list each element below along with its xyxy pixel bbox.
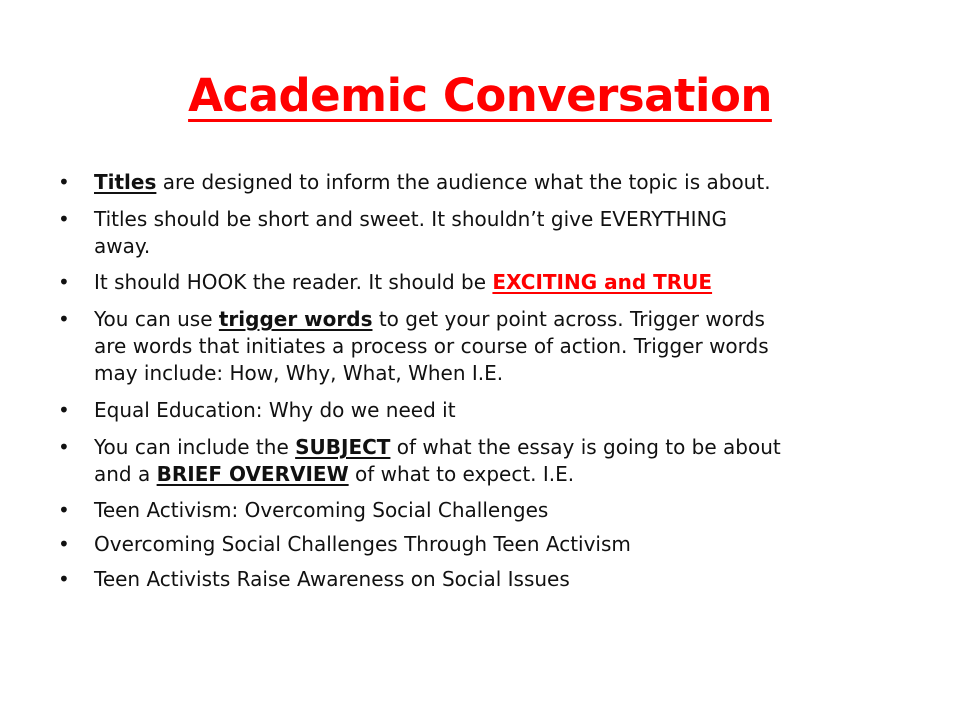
bullet-glyph: •: [58, 170, 70, 194]
bullet-text: Teen Activists Raise Awareness on Social Issues: [94, 567, 570, 591]
slide-title: Academic Conversation: [188, 69, 772, 122]
bullet-text-line: [94, 268, 712, 296]
bullet-text: You can include the: [94, 435, 296, 459]
bullet-text: may include: How, Why, What, When I.E.: [94, 361, 504, 385]
bullet-text: Equal Education: Why do we need it: [94, 398, 456, 422]
bullet-text-line: [94, 168, 771, 196]
bullet-glyph: •: [58, 498, 70, 522]
emphasized-term: BRIEF OVERVIEW: [156, 462, 349, 486]
bullet-glyph: •: [58, 567, 70, 591]
bullet-text: Titles should be short and sweet. It shouldn’t give EVERYTHING: [94, 207, 728, 231]
bullet-text: You can use: [94, 307, 219, 331]
bullet-glyph: •: [58, 270, 70, 294]
bullet-text-line: [94, 205, 727, 233]
bullet-text-line: [94, 396, 456, 424]
emphasized-term: Titles: [94, 170, 157, 194]
bullet-text-line: [94, 496, 548, 524]
bullet-text: of what the essay is going to be about: [390, 435, 781, 459]
bullet-text-line: [94, 530, 631, 558]
emphasized-term: SUBJECT: [295, 435, 391, 459]
bullet-glyph: •: [58, 207, 70, 231]
emphasized-term: trigger words: [218, 307, 373, 331]
bullet-text: Overcoming Social Challenges Through Teen Activism: [94, 532, 631, 556]
bullet-glyph: •: [58, 398, 70, 422]
bullet-text-line: [94, 332, 769, 360]
bullet-glyph: •: [58, 532, 70, 556]
bullet-text: to get your point across. Trigger words: [372, 307, 765, 331]
bullet-text-line: [94, 305, 765, 333]
bullet-text: are designed to inform the audience what the topic is about.: [156, 170, 771, 194]
bullet-glyph: •: [58, 307, 70, 331]
bullet-glyph: •: [58, 435, 70, 459]
bullet-text-line: [94, 359, 503, 387]
bullet-text: are words that initiates a process or course of action. Trigger words: [94, 334, 769, 358]
bullet-text-line: [94, 433, 781, 461]
bullet-text: away.: [94, 234, 151, 258]
bullet-text: of what to expect. I.E.: [348, 462, 575, 486]
bullet-text-line: [94, 565, 570, 593]
bullet-text: Teen Activism: Overcoming Social Challenges: [94, 498, 549, 522]
bullet-text: It should HOOK the reader. It should be: [94, 270, 493, 294]
bullet-text-line: [94, 232, 150, 260]
bullet-text: and a: [94, 462, 157, 486]
bullet-text-line: [94, 460, 574, 488]
emphasized-term: EXCITING and TRUE: [492, 270, 713, 294]
